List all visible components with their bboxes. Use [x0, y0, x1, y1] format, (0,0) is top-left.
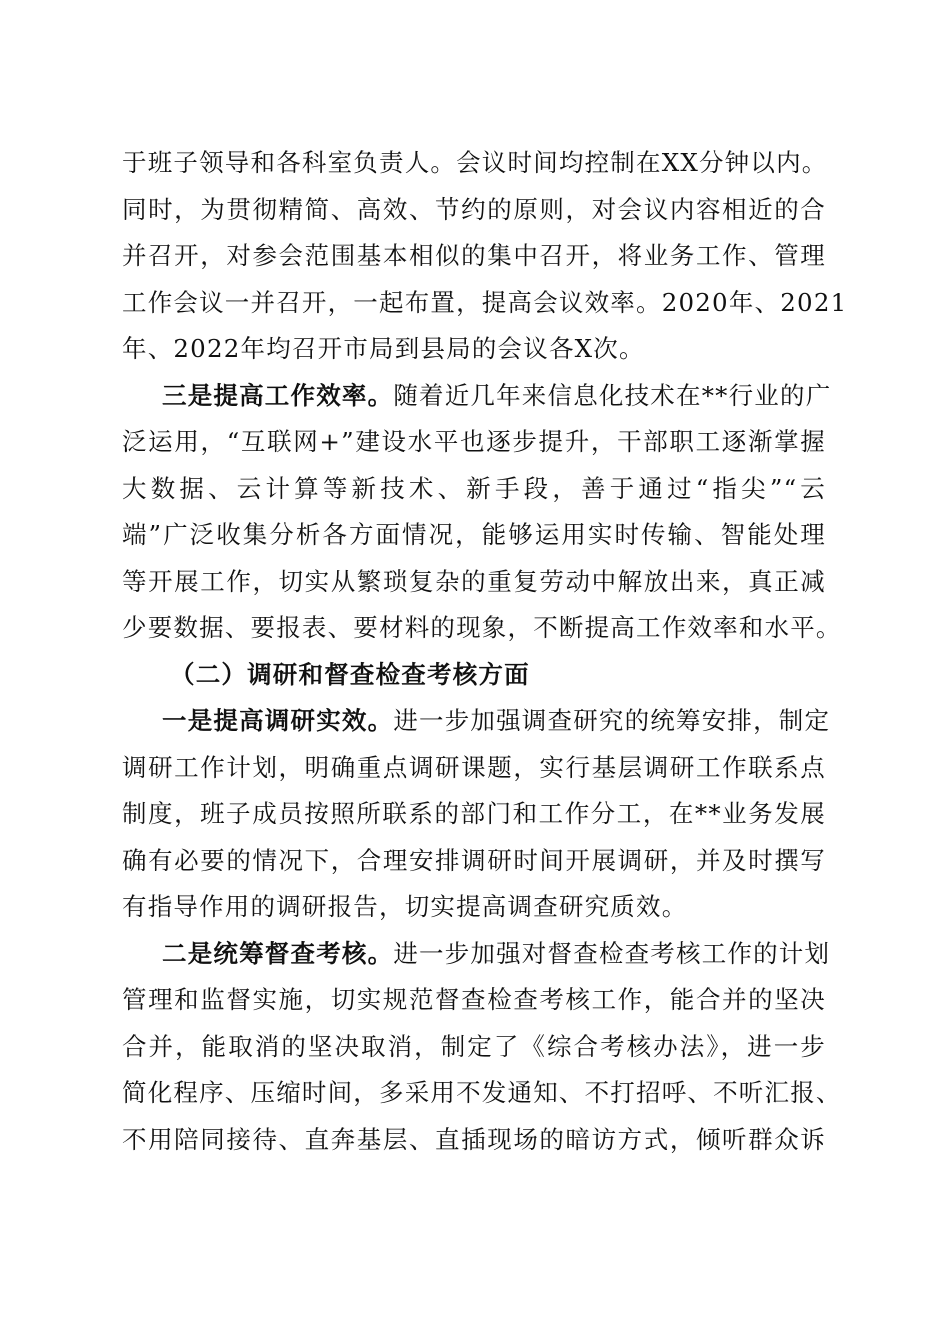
text-line: 调研工作计划，明确重点调研课题，实行基层调研工作联系点 [122, 752, 826, 782]
paragraph-first-line [122, 373, 832, 420]
text-line: 并召开，对参会范围基本相似的集中召开，将业务工作、管理 [122, 241, 826, 270]
text-line: 端”广泛收集分析各方面情况，能够运用实时传输、智能处理 [122, 520, 826, 549]
text-line: 工作会议一并召开，一起布置，提高会议效率。2020年、2021 [122, 287, 848, 317]
text-line: 泛运用，“互联网+”建设水平也逐步提升，干部职工逐渐掌握 [122, 427, 826, 456]
paragraph-title: 三是提高工作效率。 [162, 380, 394, 410]
text-line: 管理和监督实施，切实规范督查检查考核工作，能合并的坚决 [122, 985, 826, 1014]
text-line: 合并，能取消的坚决取消，制定了《综合考核办法》，进一步 [122, 1031, 826, 1061]
paragraph-text: 进一步加强调查研究的统筹安排，制定 [393, 706, 831, 735]
text-line: 少要数据、要报表、要材料的现象，不断提高工作效率和水平。 [122, 613, 842, 642]
text-line: 简化程序、压缩时间，多采用不发通知、不打招呼、不听汇报、 [122, 1078, 842, 1107]
text-line: 年、2022年均召开市局到县局的会议各X次。 [122, 334, 645, 363]
text-line: 有指导作用的调研报告，切实提高调查研究质效。 [122, 892, 688, 921]
text-line: 等开展工作，切实从繁琐复杂的重复劳动中解放出来，真正减 [122, 566, 826, 596]
section-heading: （二）调研和督查检查考核方面 [170, 659, 530, 689]
body-text [122, 140, 848, 1163]
paragraph-text: 随着近几年来信息化技术在**行业的广 [393, 380, 832, 410]
paragraph-text: 进一步加强对督查检查考核工作的计划 [393, 938, 831, 968]
text-line: 大数据、云计算等新技术、新手段，善于通过“指尖”“云 [122, 473, 826, 503]
paragraph-title: 一是提高调研实效。 [162, 706, 394, 735]
text-line: 于班子领导和各科室负责人。会议时间均控制在XX分钟以内。 [122, 148, 828, 177]
text-line: 同时，为贯彻精简、高效、节约的原则，对会议内容相近的合 [122, 194, 826, 224]
paragraph-first-line [122, 698, 831, 745]
text-line: 确有必要的情况下，合理安排调研时间开展调研，并及时撰写 [122, 845, 826, 875]
text-line: 不用陪同接待、直奔基层、直插现场的暗访方式，倾听群众诉 [122, 1124, 826, 1154]
paragraph-first-line [122, 931, 831, 978]
paragraph-title: 二是统筹督查考核。 [162, 938, 394, 968]
text-line: 制度，班子成员按照所联系的部门和工作分工，在**业务发展 [122, 799, 826, 828]
